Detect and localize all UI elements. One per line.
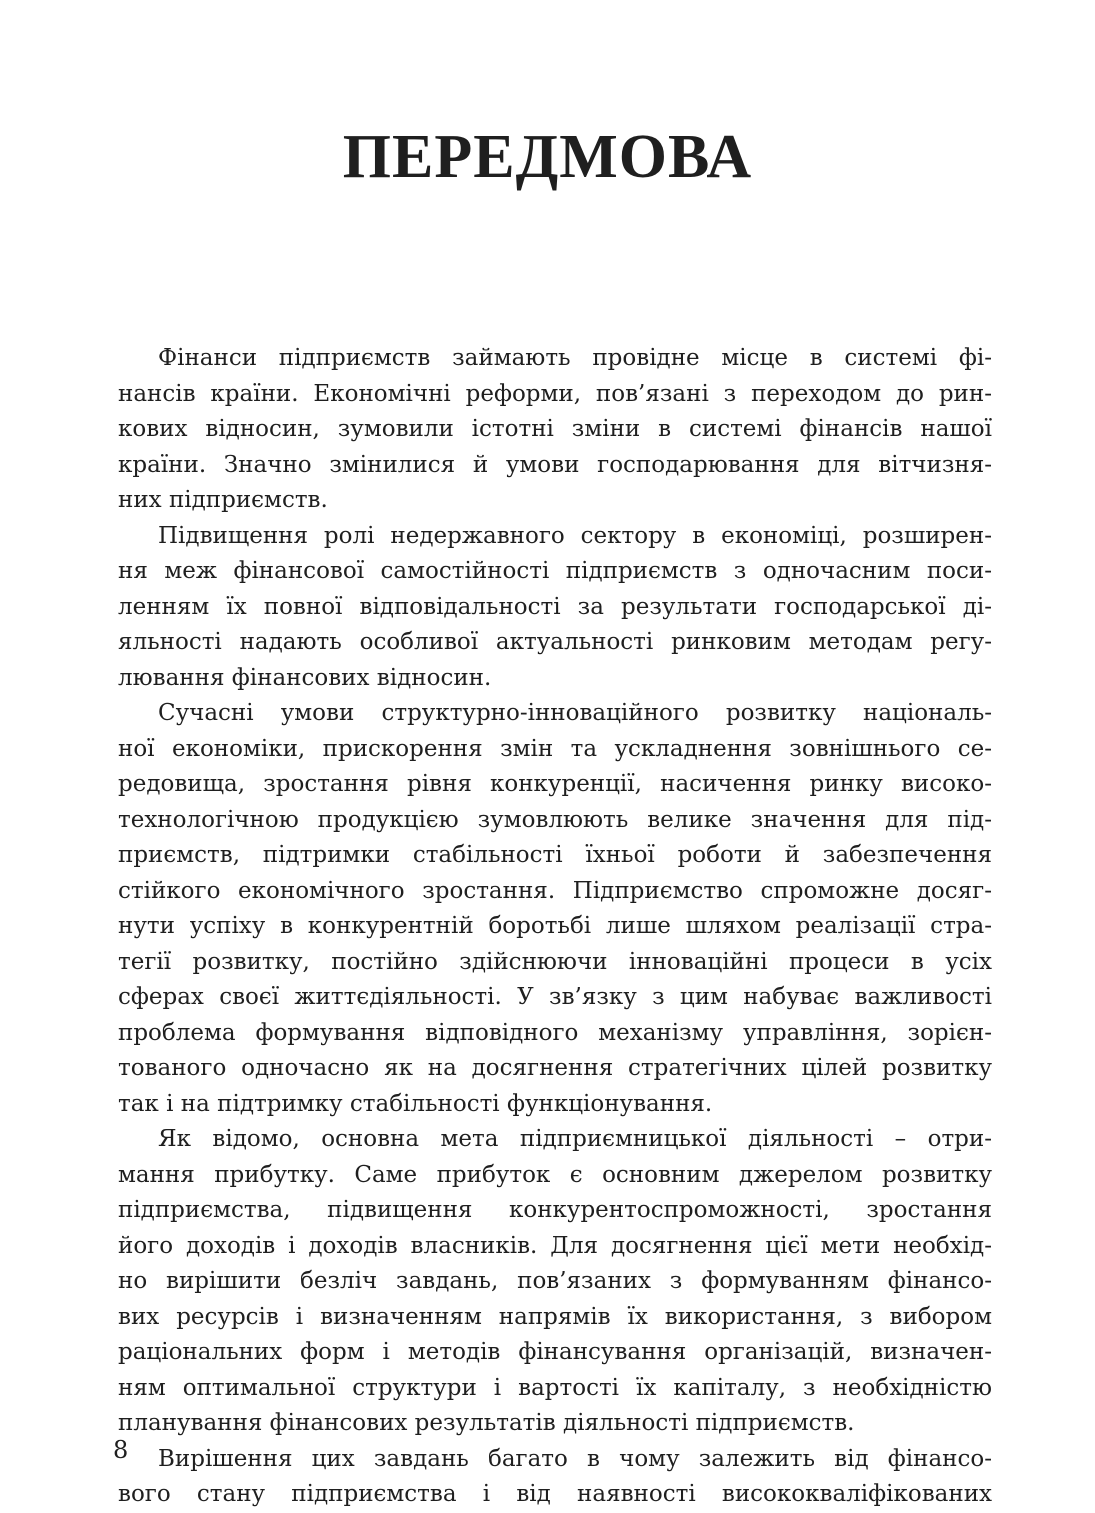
text-line: раціональних форм і методів фінансування організацій, визначен- — [118, 1339, 992, 1365]
text-line: ленням їх повної відповідальності за результати господарської ді- — [118, 593, 992, 620]
text-line: приємств, підтримки стабільності їхньої роботи й забезпечення — [118, 842, 992, 868]
text-line: но вирішити безліч завдань, пов’язаних з формуванням фінансо- — [118, 1268, 992, 1294]
text-line: тегії розвитку, постійно здійснюючи інноваційні процеси в усіх — [118, 948, 992, 975]
text-line: планування фінансових результатів діяльності підприємств. — [118, 1410, 855, 1436]
text-line: редовища, зростання рівня конкуренції, насичення ринку високо- — [118, 771, 992, 797]
text-line: технологічною продукцією зумовлюють велике значення для під- — [118, 806, 992, 833]
paragraph — [118, 341, 992, 519]
text-line: вих ресурсів і визначенням напрямів їх використання, з вибором — [118, 1303, 992, 1330]
page-number: 8 — [113, 1436, 129, 1464]
text-line: Як відомо, основна мета підприємницької діяльності – отри- — [158, 1126, 992, 1152]
text-line: ня меж фінансової самостійності підприємств з одночасним поси- — [118, 558, 992, 584]
text-line: тованого одночасно як на досягнення стратегічних цілей розвитку — [118, 1055, 992, 1081]
text-line: лювання фінансових відносин. — [118, 664, 492, 691]
paragraph — [118, 1442, 992, 1513]
text-line: так і на підтримку стабільності функціонування. — [118, 1090, 713, 1117]
text-line: країни. Значно змінилися й умови господарювання для вітчизня- — [118, 451, 992, 478]
text-line: мання прибутку. Саме прибуток є основним джерелом розвитку — [118, 1161, 992, 1188]
text-line: стійкого економічного зростання. Підприємство спроможне досяг- — [118, 877, 992, 904]
text-line: нансів країни. Економічні реформи, пов’язані з переходом до рин- — [118, 380, 992, 407]
text-line: підприємства, підвищення конкурентоспроможності, зростання — [118, 1197, 992, 1223]
paragraph — [118, 519, 992, 697]
body-text — [118, 341, 992, 1513]
text-line: проблема формування відповідного механізму управління, зорієн- — [118, 1019, 992, 1046]
text-line: сферах своєї життєдіяльності. У зв’язку з цим набуває важливості — [118, 984, 992, 1010]
paragraph — [118, 696, 992, 1122]
page-title: ПЕРЕДМОВА — [342, 123, 753, 191]
text-line: Вирішення цих завдань багато в чому залежить від фінансо- — [158, 1445, 992, 1472]
paragraph — [118, 1122, 992, 1442]
text-line: них підприємств. — [118, 487, 328, 513]
text-line: кових відносин, зумовили істотні зміни в системі фінансів нашої — [118, 416, 992, 442]
text-line: Підвищення ролі недержавного сектору в економіці, розширен- — [158, 522, 992, 549]
text-line: Фінанси підприємств займають провідне місце в системі фі- — [158, 345, 992, 371]
text-line: його доходів і доходів власників. Для досягнення цієї мети необхід- — [118, 1232, 992, 1259]
text-line: яльності надають особливої актуальності ринковим методам регу- — [118, 629, 992, 655]
text-line: ної економіки, прискорення змін та ускладнення зовнішнього се- — [118, 735, 992, 762]
text-line: Сучасні умови структурно-інноваційного розвитку національ- — [158, 700, 992, 726]
text-line: вого стану підприємства і від наявності висококваліфікованих — [118, 1481, 992, 1507]
text-line: нути успіху в конкурентній боротьбі лише шляхом реалізації стра- — [118, 913, 992, 939]
text-line: ням оптимальної структури і вартості їх капіталу, з необхідністю — [118, 1374, 992, 1401]
